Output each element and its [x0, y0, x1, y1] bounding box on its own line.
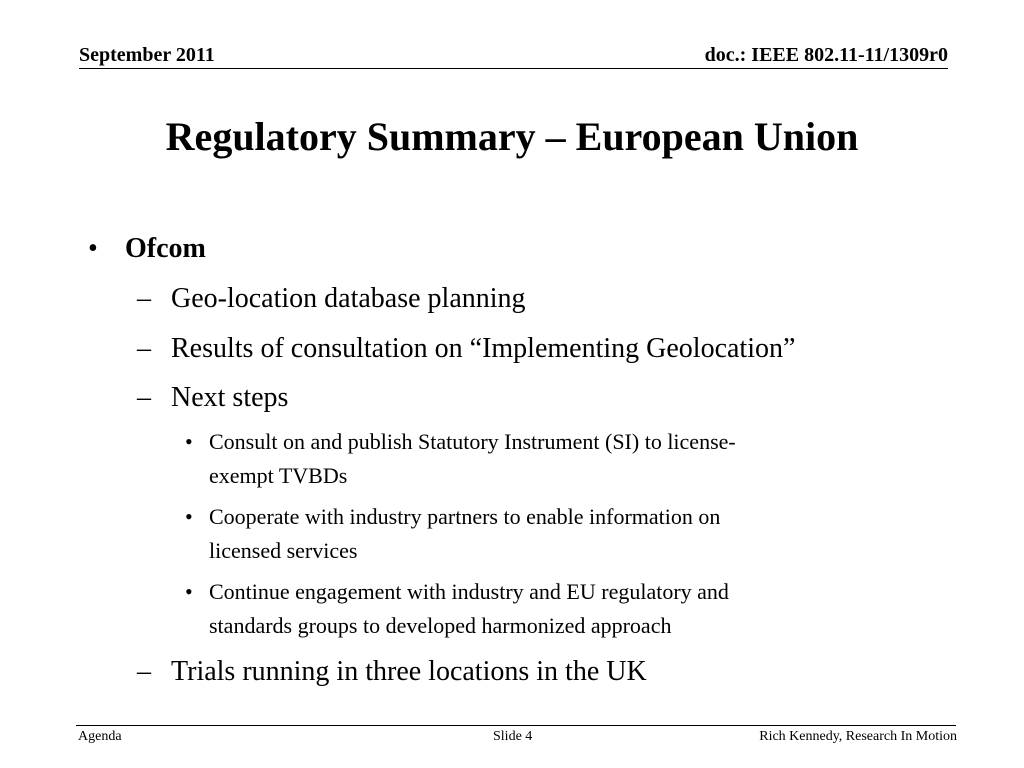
footer-divider [76, 725, 956, 726]
footer-author: Rich Kennedy, Research In Motion [759, 729, 957, 744]
list-item-next-steps: Next steps [171, 382, 289, 413]
dash-marker: – [137, 333, 151, 364]
footer-agenda: Agenda [78, 729, 122, 744]
list-item-consultation-results: Results of consultation on “Implementing Geolocation” [171, 333, 796, 364]
footer-slide-number: Slide 4 [493, 729, 533, 744]
bullet-marker: • [185, 579, 193, 604]
bullet-marker: • [88, 233, 98, 264]
bullet-marker: • [185, 429, 193, 454]
dash-marker: – [137, 656, 151, 687]
slide-title: Regulatory Summary – European Union [165, 114, 859, 159]
dash-marker: – [137, 283, 151, 314]
header-doc-id: doc.: IEEE 802.11-11/1309r0 [704, 44, 948, 66]
bullet-heading-ofcom: Ofcom [125, 233, 206, 264]
sub-item-continue-engagement-line2: standards groups to developed harmonized approach [209, 613, 672, 638]
sub-item-cooperate-line2: licensed services [209, 538, 358, 563]
header-divider [79, 68, 948, 69]
sub-item-continue-engagement-line1: Continue engagement with industry and EU regulatory and [209, 579, 729, 604]
sub-item-consult-publish-line2: exempt TVBDs [209, 463, 348, 488]
list-item-trials: Trials running in three locations in the UK [171, 656, 647, 687]
bullet-marker: • [185, 504, 193, 529]
sub-item-cooperate-line1: Cooperate with industry partners to enable information on [209, 504, 721, 529]
list-item-geo-location: Geo-location database planning [171, 283, 526, 314]
sub-item-consult-publish-line1: Consult on and publish Statutory Instrument (SI) to license- [209, 429, 736, 454]
header-date: September 2011 [79, 44, 215, 66]
dash-marker: – [137, 382, 151, 413]
